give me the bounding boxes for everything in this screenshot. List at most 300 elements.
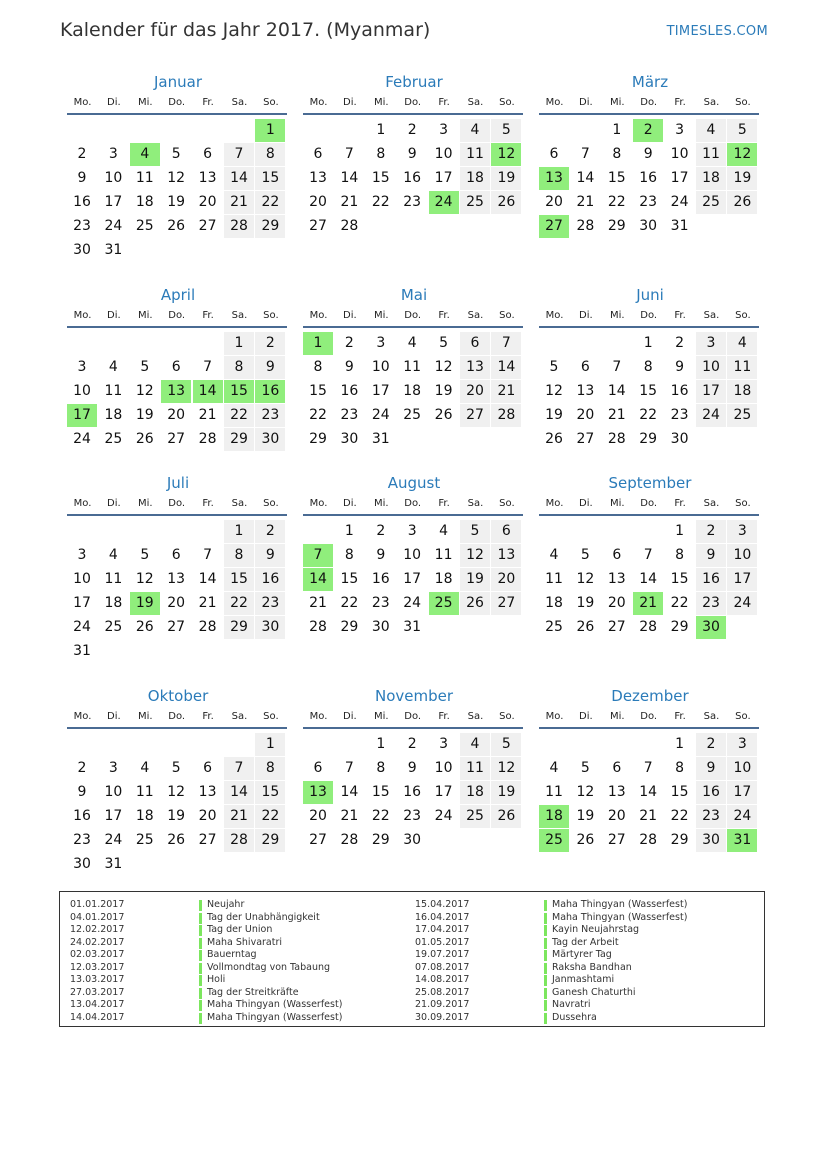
day-cell: 13 xyxy=(198,170,217,186)
holiday-date: 16.04.2017 xyxy=(415,911,470,923)
day-cell: 6 xyxy=(203,760,213,776)
holiday-day-cell: 25 xyxy=(539,829,569,852)
weekday-header: Mo. xyxy=(73,711,92,722)
holiday-day-cell: 15 xyxy=(224,380,254,403)
weekday-header: Di. xyxy=(107,310,121,321)
weekday-header: Fr. xyxy=(202,711,214,722)
month-divider xyxy=(303,326,523,328)
day-cell: 12 xyxy=(491,757,521,780)
day-cell: 27 xyxy=(460,404,490,427)
day-cell: 11 xyxy=(460,757,490,780)
day-cell: 27 xyxy=(491,592,521,615)
day-cell: 17 xyxy=(371,383,390,399)
month-divider xyxy=(539,727,759,729)
day-cell: 23 xyxy=(403,194,422,210)
weekday-header: Fr. xyxy=(674,97,686,108)
day-cell: 22 xyxy=(255,191,285,214)
day-cell: 22 xyxy=(670,808,689,824)
holiday-date: 13.04.2017 xyxy=(70,999,125,1010)
day-cell: 6 xyxy=(612,760,622,776)
day-cell: 3 xyxy=(675,122,685,138)
day-cell: 30 xyxy=(340,431,359,447)
day-cell: 5 xyxy=(727,119,757,142)
day-cell: 4 xyxy=(439,523,449,539)
day-cell: 21 xyxy=(607,407,626,423)
day-cell: 14 xyxy=(340,784,359,800)
day-cell: 18 xyxy=(403,383,422,399)
day-cell: 11 xyxy=(135,784,154,800)
day-cell: 26 xyxy=(491,191,521,214)
brand-link[interactable]: TIMESLES.COM xyxy=(666,24,768,39)
weekday-header: Mo. xyxy=(73,498,92,509)
day-cell: 23 xyxy=(73,218,91,234)
day-cell: 28 xyxy=(309,619,327,635)
day-cell: 5 xyxy=(549,359,559,375)
weekday-header: Fr. xyxy=(202,498,214,509)
day-cell: 26 xyxy=(434,407,453,423)
holiday-marker xyxy=(199,950,202,961)
day-cell: 1 xyxy=(224,520,254,543)
day-cell: 8 xyxy=(255,143,285,166)
day-cell: 30 xyxy=(73,242,91,258)
day-cell: 29 xyxy=(255,829,285,852)
day-cell: 25 xyxy=(104,431,123,447)
day-cell: 10 xyxy=(104,170,123,186)
month-name: Januar xyxy=(154,73,202,91)
day-cell: 15 xyxy=(371,170,390,186)
weekday-header: Fr. xyxy=(202,97,214,108)
day-cell: 20 xyxy=(607,595,626,611)
holiday-day-cell: 12 xyxy=(491,143,521,166)
day-cell: 30 xyxy=(639,218,658,234)
day-cell: 5 xyxy=(460,520,490,543)
day-cell: 29 xyxy=(371,832,390,848)
day-cell: 28 xyxy=(224,215,254,238)
holiday-marker xyxy=(544,1013,547,1024)
day-cell: 1 xyxy=(224,332,254,355)
weekday-header: Mi. xyxy=(138,97,153,108)
day-cell: 9 xyxy=(643,146,653,162)
day-cell: 2 xyxy=(344,335,354,351)
holiday-day-cell: 21 xyxy=(633,592,663,615)
weekday-header: So. xyxy=(735,310,751,321)
weekday-header: Di. xyxy=(343,97,357,108)
weekday-header: Sa. xyxy=(467,97,484,108)
day-cell: 2 xyxy=(696,733,726,756)
holiday-name: Maha Thingyan (Wasserfest) xyxy=(207,999,343,1010)
day-cell: 19 xyxy=(460,568,490,591)
holiday-name: Maha Thingyan (Wasserfest) xyxy=(552,899,688,910)
day-cell: 12 xyxy=(434,359,453,375)
day-cell: 4 xyxy=(140,760,150,776)
day-cell: 2 xyxy=(376,523,386,539)
day-cell: 14 xyxy=(576,170,595,186)
day-cell: 20 xyxy=(607,808,626,824)
holiday-marker xyxy=(544,913,547,924)
holiday-marker xyxy=(199,913,202,924)
holiday-day-cell: 13 xyxy=(539,167,569,190)
month-name: September xyxy=(608,474,692,492)
weekday-header: Sa. xyxy=(703,310,720,321)
weekday-header: Mi. xyxy=(138,498,153,509)
day-cell: 8 xyxy=(344,547,354,563)
weekday-header: Di. xyxy=(107,711,121,722)
day-cell: 12 xyxy=(167,170,186,186)
day-cell: 5 xyxy=(491,119,521,142)
day-cell: 22 xyxy=(371,194,390,210)
day-cell: 25 xyxy=(545,619,563,635)
weekday-header: Fr. xyxy=(674,498,686,509)
day-cell: 14 xyxy=(198,571,217,587)
day-cell: 20 xyxy=(198,194,217,210)
weekday-header: Do. xyxy=(404,711,422,722)
day-cell: 12 xyxy=(135,571,154,587)
month-name: Juli xyxy=(166,474,190,492)
day-cell: 18 xyxy=(135,194,154,210)
day-cell: 21 xyxy=(198,595,217,611)
day-cell: 21 xyxy=(224,805,254,828)
day-cell: 9 xyxy=(675,359,685,375)
day-cell: 12 xyxy=(545,383,563,399)
day-cell: 3 xyxy=(727,733,757,756)
day-cell: 1 xyxy=(643,335,653,351)
day-cell: 28 xyxy=(224,829,254,852)
weekday-header: So. xyxy=(735,97,751,108)
weekday-header: Di. xyxy=(343,310,357,321)
holiday-marker xyxy=(544,900,547,911)
weekday-header: Mo. xyxy=(309,97,328,108)
holiday-name: Ganesh Chaturthi xyxy=(552,986,636,998)
day-cell: 19 xyxy=(576,808,595,824)
day-cell: 4 xyxy=(549,760,559,776)
day-cell: 23 xyxy=(340,407,359,423)
day-cell: 2 xyxy=(255,332,285,355)
day-cell: 4 xyxy=(407,335,417,351)
weekday-header: Di. xyxy=(107,97,121,108)
day-cell: 7 xyxy=(203,359,213,375)
day-cell: 3 xyxy=(77,547,87,563)
month-divider xyxy=(67,326,287,328)
day-cell: 24 xyxy=(73,619,91,635)
day-cell: 12 xyxy=(135,383,154,399)
day-cell: 17 xyxy=(104,808,123,824)
weekday-header: Sa. xyxy=(467,310,484,321)
day-cell: 24 xyxy=(696,404,726,427)
weekday-header: So. xyxy=(499,97,515,108)
holiday-marker xyxy=(544,963,547,974)
month-name: Februar xyxy=(385,73,443,91)
weekday-header: Mo. xyxy=(309,310,328,321)
weekday-header: Di. xyxy=(579,711,593,722)
weekday-header: Do. xyxy=(640,498,658,509)
day-cell: 29 xyxy=(340,619,359,635)
holiday-date: 24.02.2017 xyxy=(70,936,125,948)
day-cell: 13 xyxy=(167,571,186,587)
day-cell: 7 xyxy=(612,359,622,375)
day-cell: 10 xyxy=(434,760,453,776)
day-cell: 27 xyxy=(607,619,626,635)
day-cell: 22 xyxy=(639,407,658,423)
holiday-marker xyxy=(544,988,547,999)
day-cell: 30 xyxy=(670,431,689,447)
day-cell: 17 xyxy=(434,784,453,800)
holiday-marker xyxy=(544,950,547,961)
day-cell: 9 xyxy=(77,784,87,800)
day-cell: 22 xyxy=(255,805,285,828)
day-cell: 25 xyxy=(460,191,490,214)
holiday-day-cell: 25 xyxy=(429,592,459,615)
day-cell: 24 xyxy=(403,595,422,611)
day-cell: 27 xyxy=(309,832,327,848)
day-cell: 18 xyxy=(727,380,757,403)
day-cell: 5 xyxy=(580,547,590,563)
weekday-header: So. xyxy=(263,498,279,509)
day-cell: 19 xyxy=(167,194,186,210)
weekday-header: Fr. xyxy=(438,310,450,321)
holiday-date: 21.09.2017 xyxy=(415,999,470,1010)
day-cell: 30 xyxy=(255,428,285,451)
day-cell: 15 xyxy=(224,568,254,591)
day-cell: 25 xyxy=(135,218,154,234)
holiday-name: Vollmondtag von Tabaung xyxy=(207,961,331,973)
page-title: Kalender für das Jahr 2017. (Myanmar) xyxy=(60,19,431,41)
holiday-marker xyxy=(544,938,547,949)
day-cell: 5 xyxy=(140,359,150,375)
day-cell: 17 xyxy=(434,170,453,186)
day-cell: 21 xyxy=(224,191,254,214)
day-cell: 5 xyxy=(171,146,181,162)
holiday-name: Tag der Union xyxy=(207,924,273,935)
weekday-header: So. xyxy=(263,97,279,108)
holiday-marker xyxy=(199,1000,202,1011)
holiday-marker xyxy=(199,925,202,936)
day-cell: 8 xyxy=(224,544,254,567)
day-cell: 1 xyxy=(612,122,622,138)
day-cell: 7 xyxy=(203,547,213,563)
day-cell: 2 xyxy=(255,520,285,543)
day-cell: 3 xyxy=(727,520,757,543)
month-divider xyxy=(67,514,287,516)
day-cell: 26 xyxy=(576,619,595,635)
day-cell: 1 xyxy=(376,122,386,138)
day-cell: 10 xyxy=(104,784,123,800)
day-cell: 26 xyxy=(167,218,186,234)
day-cell: 20 xyxy=(460,380,490,403)
day-cell: 21 xyxy=(340,194,359,210)
day-cell: 15 xyxy=(670,784,689,800)
day-cell: 26 xyxy=(545,431,563,447)
day-cell: 27 xyxy=(309,218,327,234)
holiday-day-cell: 14 xyxy=(193,380,223,403)
holiday-name: Janmashtami xyxy=(552,974,615,985)
day-cell: 16 xyxy=(696,781,726,804)
day-cell: 13 xyxy=(607,784,626,800)
day-cell: 16 xyxy=(670,383,689,399)
day-cell: 30 xyxy=(696,829,726,852)
weekday-header: Sa. xyxy=(703,97,720,108)
day-cell: 28 xyxy=(340,832,359,848)
weekday-header: Sa. xyxy=(231,711,248,722)
weekday-header: Mi. xyxy=(610,498,625,509)
day-cell: 1 xyxy=(344,523,354,539)
day-cell: 31 xyxy=(670,218,689,234)
weekday-header: Mi. xyxy=(610,310,625,321)
weekday-header: Fr. xyxy=(438,711,450,722)
day-cell: 16 xyxy=(340,383,359,399)
day-cell: 11 xyxy=(104,383,123,399)
month-divider xyxy=(67,727,287,729)
day-cell: 18 xyxy=(434,571,453,587)
holiday-name: Bauerntag xyxy=(207,949,257,960)
day-cell: 6 xyxy=(171,547,181,563)
weekday-header: So. xyxy=(499,498,515,509)
day-cell: 16 xyxy=(73,808,91,824)
day-cell: 9 xyxy=(407,146,417,162)
day-cell: 11 xyxy=(460,143,490,166)
day-cell: 13 xyxy=(309,170,327,186)
holiday-day-cell: 24 xyxy=(429,191,459,214)
weekday-header: Do. xyxy=(168,711,186,722)
day-cell: 27 xyxy=(167,431,186,447)
day-cell: 9 xyxy=(696,757,726,780)
day-cell: 15 xyxy=(255,167,285,190)
weekday-header: Mi. xyxy=(138,711,153,722)
holiday-day-cell: 27 xyxy=(539,215,569,238)
day-cell: 5 xyxy=(140,547,150,563)
day-cell: 14 xyxy=(607,383,626,399)
weekday-header: Di. xyxy=(579,310,593,321)
day-cell: 6 xyxy=(203,146,213,162)
weekday-header: Sa. xyxy=(467,498,484,509)
day-cell: 26 xyxy=(576,832,595,848)
holiday-name: Maha Thingyan (Wasserfest) xyxy=(552,911,688,923)
day-cell: 2 xyxy=(77,760,87,776)
day-cell: 8 xyxy=(313,359,323,375)
day-cell: 22 xyxy=(607,194,626,210)
holiday-name: Navratri xyxy=(552,999,591,1010)
holiday-day-cell: 1 xyxy=(303,332,333,355)
day-cell: 8 xyxy=(224,356,254,379)
day-cell: 16 xyxy=(639,170,658,186)
day-cell: 15 xyxy=(371,784,390,800)
day-cell: 29 xyxy=(670,832,689,848)
weekday-header: So. xyxy=(735,711,751,722)
holiday-date: 07.08.2017 xyxy=(415,961,470,973)
holiday-day-cell: 14 xyxy=(303,568,333,591)
day-cell: 9 xyxy=(407,760,417,776)
holiday-day-cell: 1 xyxy=(255,119,285,142)
day-cell: 13 xyxy=(198,784,217,800)
day-cell: 7 xyxy=(643,760,653,776)
day-cell: 10 xyxy=(670,146,689,162)
weekday-header: So. xyxy=(735,498,751,509)
day-cell: 3 xyxy=(407,523,417,539)
day-cell: 14 xyxy=(491,356,521,379)
weekday-header: So. xyxy=(499,310,515,321)
holiday-day-cell: 16 xyxy=(255,380,285,403)
day-cell: 6 xyxy=(549,146,559,162)
day-cell: 24 xyxy=(727,592,757,615)
day-cell: 19 xyxy=(167,808,186,824)
weekday-header: Sa. xyxy=(703,498,720,509)
weekday-header: Mo. xyxy=(73,310,92,321)
weekday-header: Sa. xyxy=(231,498,248,509)
holiday-day-cell: 17 xyxy=(67,404,97,427)
day-cell: 2 xyxy=(77,146,87,162)
day-cell: 17 xyxy=(727,781,757,804)
day-cell: 13 xyxy=(460,356,490,379)
day-cell: 22 xyxy=(224,404,254,427)
holiday-marker xyxy=(199,938,202,949)
holiday-marker xyxy=(544,975,547,986)
day-cell: 13 xyxy=(607,571,626,587)
day-cell: 16 xyxy=(255,568,285,591)
holiday-name: Tag der Streitkräfte xyxy=(207,986,299,998)
day-cell: 23 xyxy=(255,592,285,615)
day-cell: 19 xyxy=(491,167,521,190)
day-cell: 25 xyxy=(403,407,422,423)
day-cell: 25 xyxy=(104,619,123,635)
day-cell: 23 xyxy=(696,805,726,828)
month-divider xyxy=(303,727,523,729)
day-cell: 13 xyxy=(491,544,521,567)
day-cell: 18 xyxy=(104,407,123,423)
day-cell: 28 xyxy=(639,619,658,635)
weekday-header: Di. xyxy=(343,711,357,722)
day-cell: 24 xyxy=(434,808,453,824)
day-cell: 6 xyxy=(491,520,521,543)
holiday-date: 04.01.2017 xyxy=(70,911,125,923)
day-cell: 16 xyxy=(73,194,91,210)
weekday-header: Do. xyxy=(404,97,422,108)
weekday-header: Fr. xyxy=(674,310,686,321)
day-cell: 7 xyxy=(491,332,521,355)
holiday-day-cell: 19 xyxy=(130,592,160,615)
weekday-header: Mo. xyxy=(73,97,92,108)
day-cell: 19 xyxy=(727,167,757,190)
holiday-name: Maha Thingyan (Wasserfest) xyxy=(207,1011,343,1023)
weekday-header: Mo. xyxy=(545,498,564,509)
weekday-header: Mi. xyxy=(610,97,625,108)
day-cell: 8 xyxy=(376,146,386,162)
day-cell: 28 xyxy=(198,431,217,447)
day-cell: 12 xyxy=(576,784,595,800)
day-cell: 18 xyxy=(696,167,726,190)
month-name: Mai xyxy=(400,286,428,304)
day-cell: 5 xyxy=(580,760,590,776)
day-cell: 10 xyxy=(403,547,422,563)
day-cell: 24 xyxy=(104,832,123,848)
day-cell: 29 xyxy=(309,431,327,447)
day-cell: 31 xyxy=(371,431,390,447)
day-cell: 25 xyxy=(727,404,757,427)
day-cell: 20 xyxy=(167,595,186,611)
holiday-date: 27.03.2017 xyxy=(70,986,125,998)
day-cell: 8 xyxy=(675,760,685,776)
day-cell: 6 xyxy=(313,146,323,162)
holiday-name: Raksha Bandhan xyxy=(552,961,632,973)
day-cell: 24 xyxy=(371,407,390,423)
day-cell: 7 xyxy=(643,547,653,563)
weekday-header: Sa. xyxy=(231,310,248,321)
day-cell: 29 xyxy=(255,215,285,238)
weekday-header: Sa. xyxy=(703,711,720,722)
weekday-header: Di. xyxy=(107,498,121,509)
day-cell: 19 xyxy=(545,407,563,423)
holiday-marker xyxy=(199,988,202,999)
month-divider xyxy=(67,113,287,115)
holiday-legend xyxy=(59,891,765,1027)
